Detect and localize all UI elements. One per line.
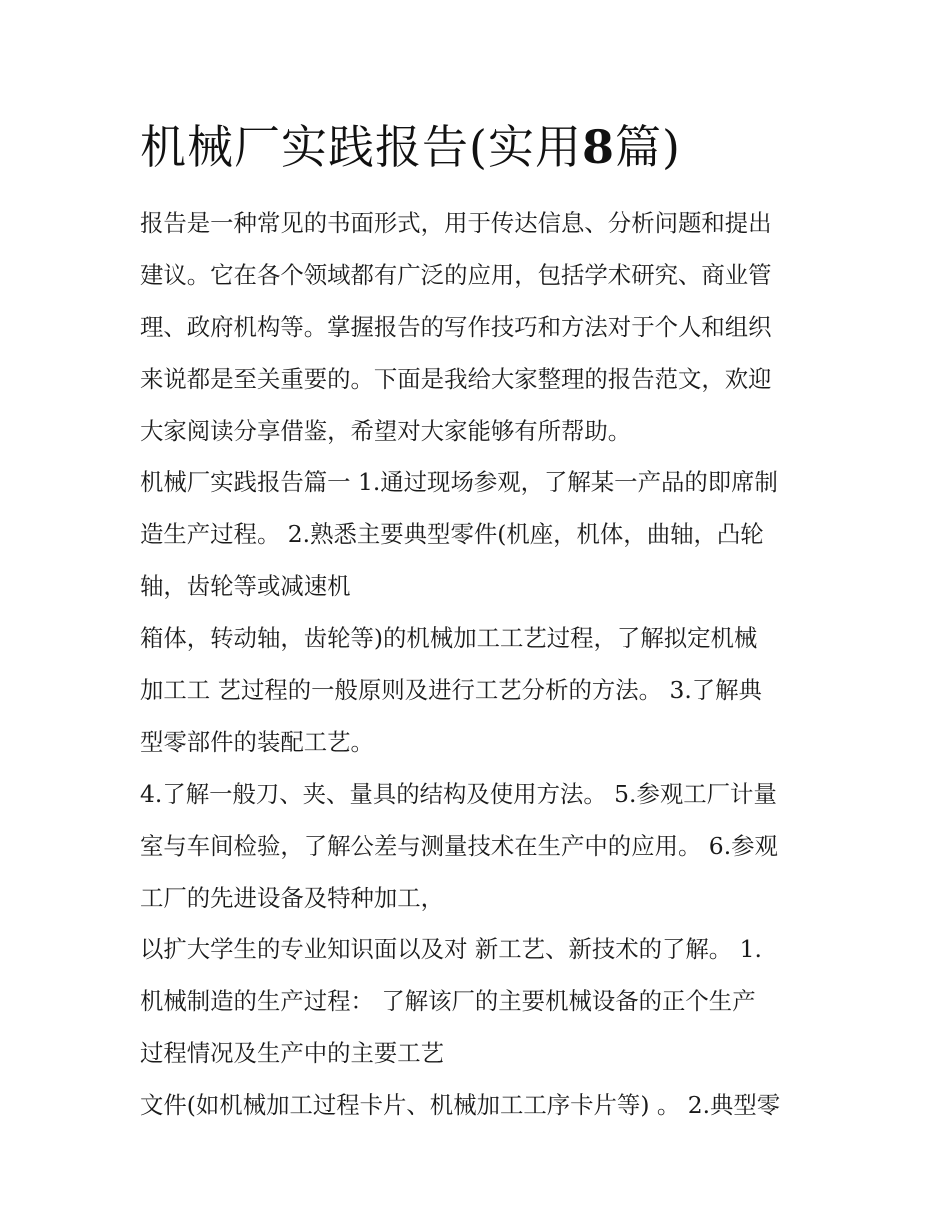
text-line: 以扩大学生的专业知识面以及对 新工艺、新技术的了解。 1. [140,935,762,964]
text-line: 来说都是至关重要的。下面是我给大家整理的报告范文，欢迎 [140,364,772,393]
text-line: 工厂的先进设备及特种加工， [140,883,445,912]
text-line: 报告是一种常见的书面形式，用于传达信息、分析问题和提出 [140,209,772,237]
text-line: 加工工 艺过程的一般原则及进行工艺分析的方法。 3.了解典 [140,676,762,705]
text-line: 室与车间检验，了解公差与测量技术在生产中的应用。 6.参观 [140,831,778,860]
text-line: 机械制造的生产过程： 了解该厂的主要机械设备的正个生产 [140,987,756,1016]
title-prefix: 机械厂实践报告(实用 [140,120,582,174]
text-line: 轴，齿轮等或减速机 [140,572,351,601]
title-number: 8 [581,120,615,174]
text-line: 型零部件的装配工艺。 [140,727,374,756]
text-line: 文件(如机械加工过程卡片、机械加工工序卡片等) 。 2.典型零 [140,1091,781,1120]
text-line: 大家阅读分享借鉴，希望对大家能够有所帮助。 [140,416,632,445]
page-title [140,112,681,182]
text-line: 建议。它在各个领域都有广泛的应用，包括学术研究、商业管 [140,260,772,289]
text-line: 造生产过程。 2.熟悉主要典型零件(机座，机体，曲轴，凸轮 [140,520,764,549]
text-line: 4.了解一般刀、夹、量具的结构及使用方法。 5.参观工厂计量 [140,779,777,808]
text-line: 过程情况及生产中的主要工艺 [140,1039,445,1068]
text-line: 理、政府机构等。掌握报告的写作技巧和方法对于个人和组织 [140,312,772,341]
text-line: 机械厂实践报告篇一 1.通过现场参观，了解某一产品的即席制 [140,468,778,497]
text-line: 箱体，转动轴，齿轮等)的机械加工工艺过程，了解拟定机械 [140,624,758,653]
title-suffix: 篇) [614,120,681,174]
body-text [140,198,820,1132]
